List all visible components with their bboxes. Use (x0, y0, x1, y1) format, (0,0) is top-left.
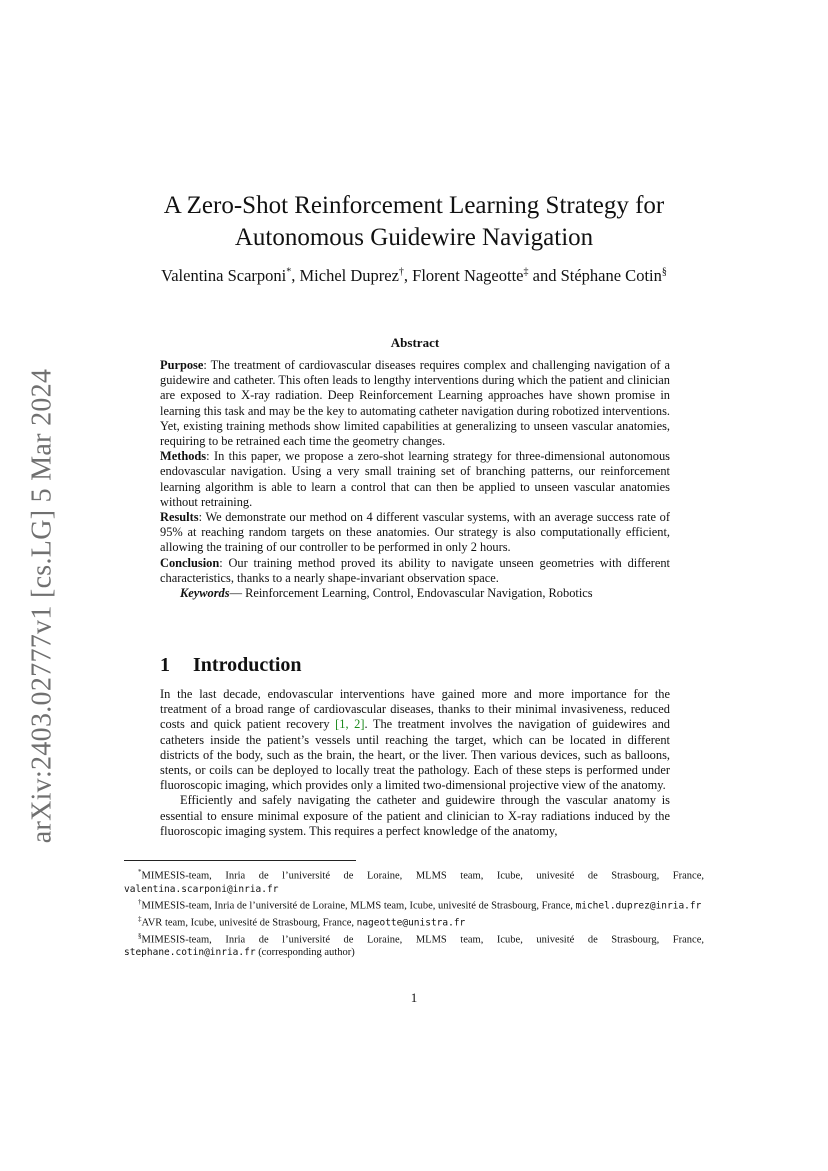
footnote-1 (124, 866, 704, 896)
abstract-conclusion (160, 556, 670, 586)
citation-link[interactable]: [1, 2] (335, 717, 365, 732)
introduction-body (160, 687, 670, 839)
footnote-email: michel.duprez@inria.fr (575, 900, 702, 912)
intro-p1-before: In the last decade, endovascular interventions have gained more and more importance for the treatment of a broad range of cardiovascular diseases, thanks to their minimal invasiveness, reduced costs and quick patient recovery (160, 687, 670, 732)
methods-text: : In this paper, we propose a zero-shot learning strategy for three-dimensional autonomous endovascular navigation. Using a very small training set of branching patterns, our reinforcement learning algorithm is able to learn a control that can then be applied to unseen vascular anatomies without retraining. (160, 449, 670, 509)
conclusion-label: Conclusion (160, 555, 220, 570)
author-name: Michel Duprez (299, 266, 399, 285)
footnote-email: valentina.scarponi@inria.fr (124, 883, 279, 895)
section-number: 1 (160, 654, 170, 676)
author-mark: † (398, 266, 404, 278)
title-line-1: A Zero-Shot Reinforcement Learning Strategy for (163, 192, 665, 219)
author-mark: ‡ (523, 266, 529, 278)
arxiv-identifier (22, 368, 62, 843)
purpose-text: : The treatment of cardiovascular diseases requires complex and challenging navigation of a guidewire and catheter. This often leads to lengthy interventions during which the patient and clinician are exposed to X-ray radiation. Deep Reinforcement Learning approaches have shown promise in learning this task and may be the key to automating catheter navigation during robotized interventions. Yet, existing training methods show limited capabilities at generalizing to unseen vascular anatomies, requiring to be retrained each time the geometry changes. (160, 358, 670, 449)
footnote-3 (124, 913, 704, 930)
abstract-purpose (160, 358, 670, 449)
abstract-methods (160, 449, 670, 510)
footnote-mark: † (138, 898, 142, 907)
results-label: Results (160, 510, 199, 525)
purpose-label: Purpose (160, 358, 204, 372)
intro-p1-after: . The treatment involves the navigation of guidewires and catheters inside the patient’s vessels until reaching the target, which can be located in different districts of the body, such as the brain, the heart, or the liver. Then various devices, such as balloons, stents, or coils can be deployed to locally treat the pathology. Each of these steps is performed under fluoroscopic imaging, which provides only a limited two-dimensional projective view of the anatomy. (160, 717, 671, 793)
author-name: Stéphane Cotin (560, 266, 662, 285)
footnote-mark: ‡ (138, 914, 142, 923)
footnotes (124, 866, 704, 960)
keywords-label: Keywords (180, 586, 230, 601)
author-name: Florent Nageotte (412, 266, 524, 285)
section-heading (160, 654, 302, 677)
author-mark: § (661, 266, 667, 278)
footnote-email: nageotte@unistra.fr (356, 917, 466, 929)
abstract-heading: Abstract (390, 335, 440, 350)
results-text: : We demonstrate our method on 4 different vascular systems, with an average success rate of 95% at reaching random targets on these anatomies. Our strategy is also computationally efficient, allowing the training of our controller to be performed in only 2 hours. (160, 510, 670, 555)
paper-title (130, 190, 698, 254)
conclusion-text: : Our training method proved its ability to navigate unseen geometries with different characteristics, thanks to a nearly shape-invariant observation space. (160, 555, 670, 585)
footnote-text: MIMESIS-team, Inria de l’université de Loraine, MLMS team, Icube, univesité de Strasbourg, France, (141, 934, 704, 946)
author-list (110, 266, 718, 286)
footnote-2 (124, 896, 704, 913)
author-separator: and (528, 266, 561, 285)
footnote-suffix: (corresponding author) (255, 947, 355, 959)
author-separator: , (403, 266, 413, 285)
keywords-text: — Reinforcement Learning, Control, Endovascular Navigation, Robotics (229, 586, 593, 601)
author-mark: * (286, 266, 292, 278)
footnote-mark: § (138, 931, 142, 940)
footnote-text: MIMESIS-team, Inria de l’université de Loraine, MLMS team, Icube, univesité de Strasbourg, France, (141, 900, 576, 912)
arxiv-identifier-text: arXiv:2403.02777v1 [cs.LG] 5 Mar 2024 (26, 368, 58, 843)
abstract-body (160, 358, 670, 601)
intro-paragraph-1 (160, 687, 670, 793)
section-title: Introduction (193, 654, 302, 676)
intro-paragraph-2: Efficiently and safely navigating the catheter and guidewire through the vascular anatomy is essential to ensure minimal exposure of the patient and clinician to X-ray radiations induced by the fluoroscopic imaging system. This requires a perfect knowledge of the anatomy, (160, 793, 670, 838)
page-number: 1 (410, 990, 418, 1005)
author-name: Valentina Scarponi (161, 266, 287, 285)
footnote-divider (124, 860, 356, 861)
footnote-mark: * (138, 868, 142, 876)
abstract-keywords (160, 586, 670, 601)
abstract-results (160, 510, 670, 556)
methods-label: Methods (160, 449, 207, 464)
footnote-text: MIMESIS-team, Inria de l’université de Loraine, MLMS team, Icube, univesité de Strasbourg, France, (141, 870, 704, 882)
footnote-4 (124, 930, 704, 960)
author-separator: , (291, 266, 300, 285)
footnote-email: stephane.cotin@inria.fr (124, 947, 256, 959)
footnote-text: AVR team, Icube, univesité de Strasbourg, France, (141, 917, 357, 929)
title-line-2: Autonomous Guidewire Navigation (234, 224, 594, 251)
